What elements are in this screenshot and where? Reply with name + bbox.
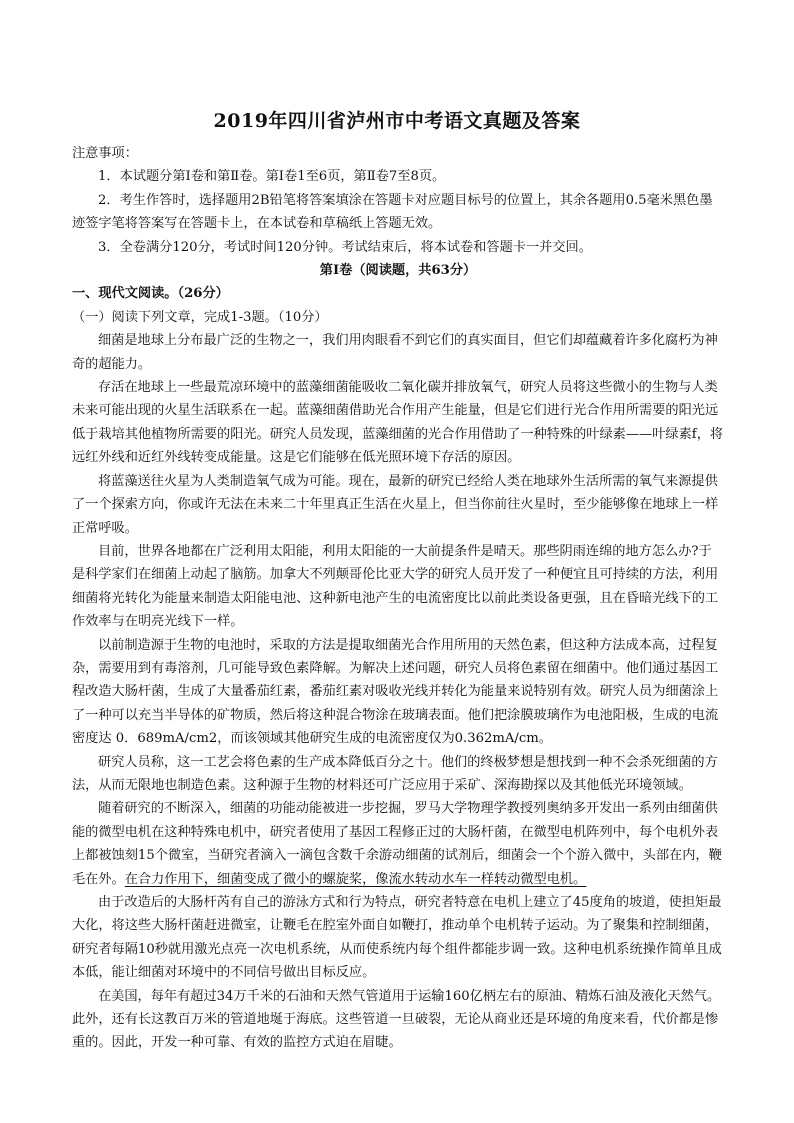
article-paragraph: 研究人员称，这一工艺会将色素的生产成本降低百分之十。他们的终极梦想是想找到一种不会杀死细菌的方法，从而无限地也制造色素。这种源于生物的材料还可广泛应用于采矿、深海勘探以及其他低光环境领域。 bbox=[72, 754, 718, 793]
notice-item: 2．考生作答时，选择题用2B铅笔将答案填涂在答题卡对应题目标号的位置上，其余各题用0.5毫米黑色墨迹签字笔将答案写在答题卡上，在本试卷和草稿纸上答题无效。 bbox=[72, 192, 713, 232]
notice-heading: 注意事项： bbox=[72, 146, 138, 161]
article-paragraph: 由于改造后的大肠杆芮有自己的游泳方式和行为特点，研究者特意在电机上建立了45度角的坡道，使担矩最大化，将这些大肠杆菌赶进微室，让鞭毛在腔室外面自如鞭打，推动单个电机转子运动。为了聚集和控制细菌，研究者每隔10秒就用激光点亮一次电机系统，从而使系统内每个组件都能步调一致。这种电机系统操作简单且成本低，能让细菌对环境中的不同信号做出目标反应。 bbox=[72, 895, 722, 981]
article-paragraph: 在美国，每年有超过34万千米的石油和天然气管道用于运输160亿柄左右的原油、精炼石油及液化天然气。此外，还有长这教百万米的管道地埏于海底。这些管道一旦破裂，无论从商业还是环境的角度来看，代价都是惨重的。因此，开发一种可靠、有效的监控方式迫在眉睫。 bbox=[72, 988, 721, 1051]
volume-heading: 第Ⅰ卷（阅读题，共63分） bbox=[319, 263, 477, 279]
article-paragraph: 将蓝藻送往火星为人类制造氧气成为可能。现在，最新的研究已经给人类在地球外生活所需的氧气来源提供了一个探索方向，你或许无法在未来二十年里真正生活在火星上，但当你前往火星时，至少能够像在地球上一样正常呼吸。 bbox=[72, 473, 719, 536]
article-paragraph-with-underline bbox=[72, 797, 724, 891]
article-paragraph: 存活在地球上一些最荒凉环境中的蓝藻细菌能吸收二氧化碳并排放氧气，研究人员将这些微小的生物与人类未来可能出现的火星生活联系在一起。蓝藻细菌借助光合作用产生能量，但是它们进行光合作用所需要的阳光远低于栽培其他植物所需要的阳光。研究人员发现，蓝藻细菌的光合作用借助了一种特殊的叶绿素——叶绿素f，将远红外线和近红外线转变成能量。这是它们能够在低光照环境下存活的原因。 bbox=[72, 380, 724, 466]
document-title: 2019年四川省泸州市中考语文真题及答案 bbox=[213, 110, 581, 132]
subsection-heading: （一）阅读下列文章，完成1-3题。（10分） bbox=[72, 309, 328, 325]
notice-item: 1．本试题分第Ⅰ卷和第Ⅱ卷。第Ⅰ卷1至6页，第Ⅱ卷7至8页。 bbox=[98, 169, 446, 185]
article-paragraph: 以前制造源于生物的电池时，采取的方法是提取细菌光合作用所用的天然色素，但这种方法成本高，过程复杂，需要用到有毒溶剂，几可能导致色素降解。为解决上述问题，研究人员将色素留在细菌中。他们通过基因工程改造大肠杆菌，生成了大量番茄红素，番茄红素对吸收光线并转化为能量来说特别有效。研究人员为细菌涂上了一种可以充当半导体的矿物质，然后将这种混合物涂在玻璃表面。他们把涂膜玻璃作为电池阳极，生成的电流密度达 0．689mA/cm2，而该领域其他研究生成的电流密度仅为0.362mA/cm。 bbox=[72, 637, 719, 747]
notice-item: 3．全卷满分120分，考试时间120分钟。考试结束后，将本试卷和答题卡一并交回。 bbox=[98, 239, 592, 255]
document-body bbox=[72, 142, 724, 1055]
article-paragraph: 目前，世界各地都在广泛利用太阳能，利用太阳能的一大前提条件是晴天。那些阴雨连绵的地方怎么办?于是科学家们在细菌上动起了脑筋。加拿大不列颠哥伦比亚大学的研究人员开发了一种便宜且可持续的方法，利用细菌将光转化为能量来制造太阳能电池、这种新电池产生的电流密度比以前此类设备更强，且在昏暗光线下的工作效率与在明亮光线下一样。 bbox=[72, 543, 719, 630]
article-paragraph: 细菌是地球上分布最广泛的生物之一，我们用肉眼看不到它们的真实面目，但它们却蕴藏着许多化腐朽为神奇的超能力。 bbox=[72, 333, 718, 372]
section-heading: 一、现代文阅读。（26分） bbox=[72, 286, 229, 302]
underlined-sentence: 在合力作用下，细菌变成了微小的螺旋桨，像流水转动水车一样转动微型电机。 bbox=[124, 871, 587, 887]
article-paragraph-text: 随着研究的不断深入，细菌的功能动能被进一步挖掘，罗马大学物理学教授列奥纳多开发出一系列由细菌供能的微型电机在这种特殊电机中，研究者使用了基因工程修正过的大肠杆菌，在微型电机阵列中，每个电机外表上都被蚀刻15个微室，当研究者滴入一滴包含数千余游动细菌的试剂后，细菌会一个个游入微中，头部在内，鞭毛在外。 bbox=[72, 801, 722, 887]
